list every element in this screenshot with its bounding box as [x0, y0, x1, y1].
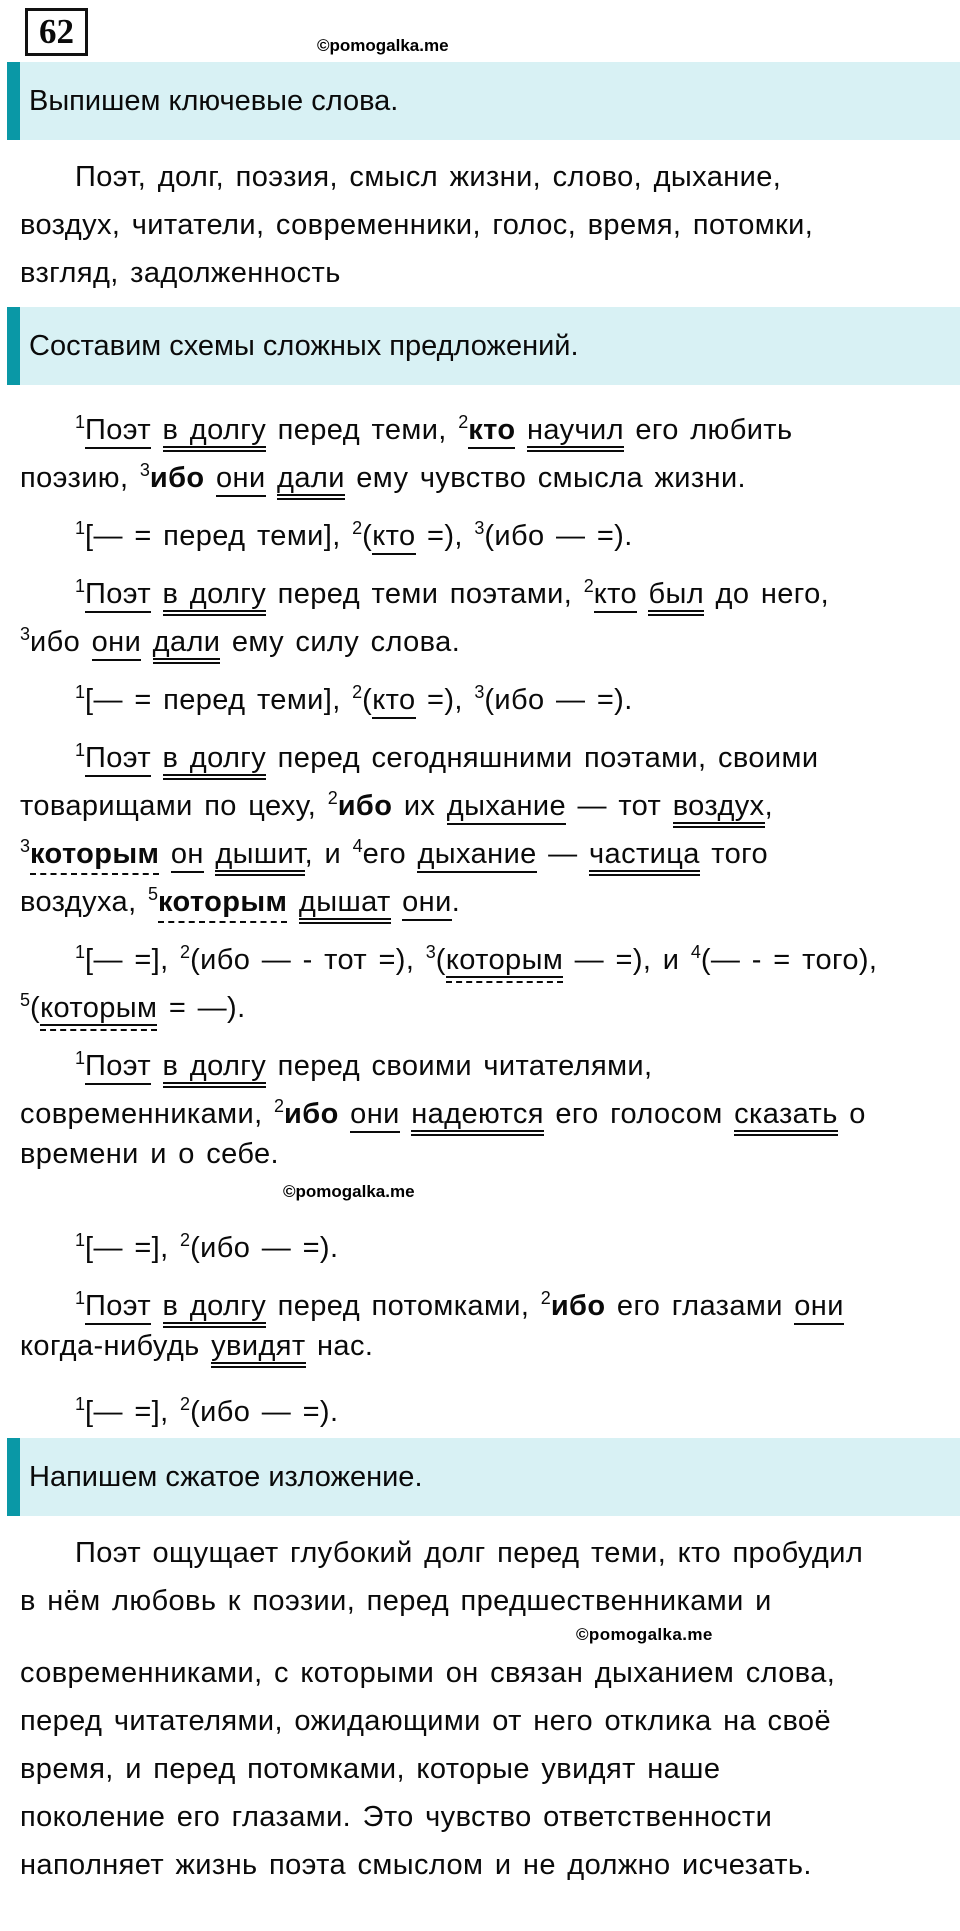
section-heading-band: [7, 307, 960, 385]
subject-underline: Поэт: [85, 578, 151, 613]
text-segment: время, и перед потомками, которые увидят наше: [20, 1753, 721, 1785]
object-dashed-underline: [446, 944, 563, 983]
text-line: [20, 1793, 950, 1841]
exercise-number-box: [25, 8, 88, 56]
predicate-underline: частица: [589, 838, 700, 876]
subject-underline: кто: [372, 684, 415, 719]
section-heading-band: [7, 62, 960, 140]
sentence-scheme: [0, 1380, 960, 1428]
text-segment: [— =],: [85, 1396, 181, 1428]
text-segment: ему силу слова.: [220, 626, 461, 658]
text-line: [20, 1034, 950, 1082]
text-segment: [159, 838, 170, 870]
text-segment: (— - = того),: [700, 944, 878, 976]
subject-underline: он: [171, 838, 204, 873]
clause-number: 1: [75, 682, 86, 702]
subject-underline: Поэт: [85, 742, 151, 777]
clause-number: 3: [425, 942, 436, 962]
subject-underline: дыхание: [447, 790, 566, 825]
section-heading-text: Составим схемы сложных предложений.: [29, 329, 579, 362]
clause-number: 1: [75, 576, 86, 596]
subject-underline: которым: [445, 944, 564, 976]
conjunction-bold: ибо: [284, 1098, 339, 1130]
text-segment: перед потомками,: [266, 1290, 541, 1322]
predicate-underline: дали: [277, 462, 345, 500]
section-heading-band: [7, 1438, 960, 1516]
text-segment: — тот: [566, 790, 673, 822]
text-line: [20, 928, 950, 976]
watermark-top: ©pomogalka.me: [317, 36, 449, 55]
subject-underline: Поэт: [85, 414, 151, 449]
text-segment: = —).: [157, 992, 246, 1024]
text-segment: [400, 1098, 411, 1130]
clause-number: 2: [180, 1230, 191, 1250]
text-segment: =),: [415, 684, 475, 716]
text-line: [20, 1082, 950, 1130]
text-segment: [151, 1290, 162, 1322]
text-segment: [— =],: [85, 944, 181, 976]
text-line: [20, 610, 950, 658]
text-segment: современниками,: [20, 1098, 275, 1130]
predicate-underline: сказать: [734, 1098, 838, 1136]
text-segment: его глазами: [605, 1290, 795, 1322]
text-segment: (ибо — =).: [190, 1232, 339, 1264]
text-segment: их: [392, 790, 447, 822]
text-segment: нас.: [305, 1330, 374, 1362]
section-heading-text: Выпишем ключевые слова.: [29, 84, 399, 117]
clause-number: 2: [180, 1394, 191, 1414]
sentence-scheme: [0, 668, 960, 716]
text-segment: ,: [764, 790, 774, 822]
text-segment: времени и о себе.: [20, 1138, 280, 1170]
text-segment: (ибо — =).: [484, 520, 633, 552]
paragraph: [0, 1529, 960, 1889]
watermark: ©pomogalka.me: [576, 1625, 713, 1644]
text-segment: —: [536, 838, 590, 870]
text-segment: (ибо — =).: [190, 1396, 339, 1428]
clause-number: 3: [139, 460, 150, 480]
text-segment: его: [362, 838, 418, 870]
sentence-scheme: [0, 928, 960, 1024]
text-segment: поэзию,: [20, 462, 140, 494]
subject-underline: они: [92, 626, 142, 661]
text-segment: [151, 742, 162, 774]
object-dashed-underline: [40, 992, 157, 1031]
text-line: [20, 1274, 950, 1322]
text-segment: [339, 1098, 350, 1130]
subject-underline: Поэт: [85, 1050, 151, 1085]
text-line: [20, 446, 950, 494]
clause-number: 1: [75, 412, 86, 432]
paragraph: [0, 562, 960, 658]
predicate-underline: воздух: [673, 790, 765, 828]
subject-underline: дыхание: [417, 838, 536, 873]
text-segment: когда-нибудь: [20, 1330, 212, 1362]
subject-underline: они: [350, 1098, 400, 1133]
text-line: [20, 1130, 950, 1178]
text-segment: воздух, читатели, современники, голос, время, потомки,: [20, 209, 814, 241]
text-segment: [391, 886, 402, 918]
predicate-underline: в долгу: [163, 414, 267, 452]
clause-number: 2: [180, 942, 191, 962]
clause-number: 2: [540, 1288, 551, 1308]
text-line: [20, 249, 950, 297]
text-line: [20, 668, 950, 716]
subject-underline: они: [402, 886, 452, 921]
text-segment: (: [362, 520, 373, 552]
text-line: [20, 1649, 950, 1697]
subject-underline: они: [794, 1290, 844, 1325]
text-segment: ему чувство смысла жизни.: [344, 462, 747, 494]
sentence-scheme: [0, 1216, 960, 1264]
clause-number: 4: [690, 942, 701, 962]
clause-number: 2: [352, 518, 363, 538]
text-segment: .: [451, 886, 461, 918]
text-segment: (: [30, 992, 41, 1024]
clause-number: 5: [20, 990, 31, 1010]
page-header: [0, 0, 960, 62]
exercise-content: [0, 62, 960, 1889]
clause-number: 1: [75, 1288, 86, 1308]
text-line: [20, 976, 950, 1024]
text-segment: наполняет жизнь поэта смыслом и не должно исчезать.: [20, 1849, 812, 1881]
text-segment: перед своими читателями,: [266, 1050, 653, 1082]
text-segment: взгляд, задолженность: [20, 257, 341, 289]
predicate-underline: научил: [527, 414, 624, 452]
text-line: [20, 726, 950, 774]
text-line: [20, 1577, 950, 1625]
clause-number: 1: [75, 740, 86, 760]
clause-number: 5: [147, 884, 158, 904]
text-segment: ибо: [30, 626, 92, 658]
text-line: [20, 504, 950, 552]
subject-underline: кто: [372, 520, 415, 555]
clause-number: 2: [327, 788, 338, 808]
clause-number: 2: [274, 1096, 285, 1116]
paragraph: [0, 153, 960, 297]
text-segment: в нём любовь к поэзии, перед предшественниками и: [20, 1585, 772, 1617]
text-segment: — =), и: [563, 944, 691, 976]
text-segment: Поэт, долг, поэзия, смысл жизни, слово, дыхание,: [75, 161, 782, 193]
text-segment: [151, 1050, 162, 1082]
text-segment: перед теми поэтами,: [266, 578, 584, 610]
predicate-underline: дышит: [215, 838, 304, 876]
subject-underline: кто: [594, 578, 637, 613]
clause-number: 3: [474, 518, 485, 538]
text-segment: [— =],: [85, 1232, 181, 1264]
text-segment: Поэт ощущает глубокий долг перед теми, кто пробудил: [75, 1537, 864, 1569]
text-line: [20, 1216, 950, 1264]
text-segment: [141, 626, 152, 658]
clause-number: 2: [583, 576, 594, 596]
section-heading-text: Напишем сжатое изложение.: [29, 1460, 423, 1493]
clause-number: 1: [75, 1048, 86, 1068]
text-segment: о: [837, 1098, 866, 1130]
text-segment: перед сегодняшними поэтами, своими: [266, 742, 819, 774]
text-line: [20, 201, 950, 249]
text-line: [20, 398, 950, 446]
text-segment: [— = перед теми],: [85, 520, 353, 552]
text-segment: [151, 414, 162, 446]
clause-number: 2: [352, 682, 363, 702]
text-line: [20, 1745, 950, 1793]
paragraph: [0, 398, 960, 494]
clause-number: 3: [20, 624, 31, 644]
predicate-underline: в долгу: [163, 1050, 267, 1088]
text-segment: современниками, с которыми он связан дыханием слова,: [20, 1657, 836, 1689]
text-line: [20, 153, 950, 201]
paragraph: [0, 1034, 960, 1178]
conjunction-bold: кто: [468, 414, 515, 449]
conjunction-bold: ибо: [149, 462, 205, 494]
text-segment: перед теми,: [266, 414, 459, 446]
paragraph: [0, 726, 960, 918]
watermark: ©pomogalka.me: [283, 1182, 415, 1201]
text-line: [20, 1841, 950, 1889]
text-segment: перед читателями, ожидающими от него отклика на своё: [20, 1705, 831, 1737]
clause-number: 1: [75, 1230, 86, 1250]
text-segment: [205, 462, 216, 494]
predicate-underline: увидят: [211, 1330, 305, 1368]
subject-underline: Поэт: [85, 1290, 151, 1325]
text-segment: [204, 838, 215, 870]
predicate-underline: был: [648, 578, 704, 616]
text-segment: [637, 578, 648, 610]
text-line: [20, 774, 950, 822]
text-segment: [266, 462, 277, 494]
text-segment: товарищами по цеху,: [20, 790, 328, 822]
text-segment: [151, 578, 162, 610]
text-line: [20, 1322, 950, 1370]
text-segment: [— = перед теми],: [85, 684, 353, 716]
exercise-number: 62: [39, 12, 74, 51]
text-segment: (: [362, 684, 373, 716]
subject-underline: они: [216, 462, 266, 497]
text-segment: поколение его глазами. Это чувство ответственности: [20, 1801, 773, 1833]
clause-number: 1: [75, 518, 86, 538]
predicate-underline: дышат: [299, 886, 391, 924]
clause-number: 3: [474, 682, 485, 702]
sentence-scheme: [0, 504, 960, 552]
paragraph: [0, 1274, 960, 1370]
text-line: [20, 562, 950, 610]
predicate-underline: надеются: [411, 1098, 544, 1136]
conjunction-bold: ибо: [550, 1290, 606, 1322]
text-segment: его любить: [623, 414, 793, 446]
predicate-underline: дали: [153, 626, 221, 664]
subject-underline: которым: [40, 992, 158, 1024]
conjunction-bold: ибо: [337, 790, 393, 822]
text-segment: его голосом: [543, 1098, 735, 1130]
text-line: [20, 870, 950, 918]
text-segment: (ибо — =).: [484, 684, 633, 716]
text-segment: =),: [415, 520, 475, 552]
predicate-underline: в долгу: [163, 578, 267, 616]
clause-number: 1: [75, 1394, 86, 1414]
predicate-underline: в долгу: [163, 1290, 267, 1328]
clause-number: 2: [458, 412, 469, 432]
text-line: [20, 822, 950, 870]
text-segment: (: [435, 944, 446, 976]
conjunction-bold: которым: [158, 886, 287, 923]
clause-number: 4: [352, 836, 363, 856]
text-segment: , и: [304, 838, 353, 870]
text-segment: воздуха,: [20, 886, 148, 918]
text-line: [20, 1380, 950, 1428]
text-segment: [515, 414, 526, 446]
text-segment: (ибо — - тот =),: [190, 944, 426, 976]
text-line: [20, 1529, 950, 1577]
text-segment: до него,: [704, 578, 830, 610]
predicate-underline: в долгу: [163, 742, 267, 780]
clause-number: 3: [20, 836, 31, 856]
text-segment: [287, 886, 298, 918]
clause-number: 1: [75, 942, 86, 962]
text-segment: того: [699, 838, 769, 870]
text-line: [20, 1697, 950, 1745]
conjunction-bold: которым: [30, 838, 159, 875]
